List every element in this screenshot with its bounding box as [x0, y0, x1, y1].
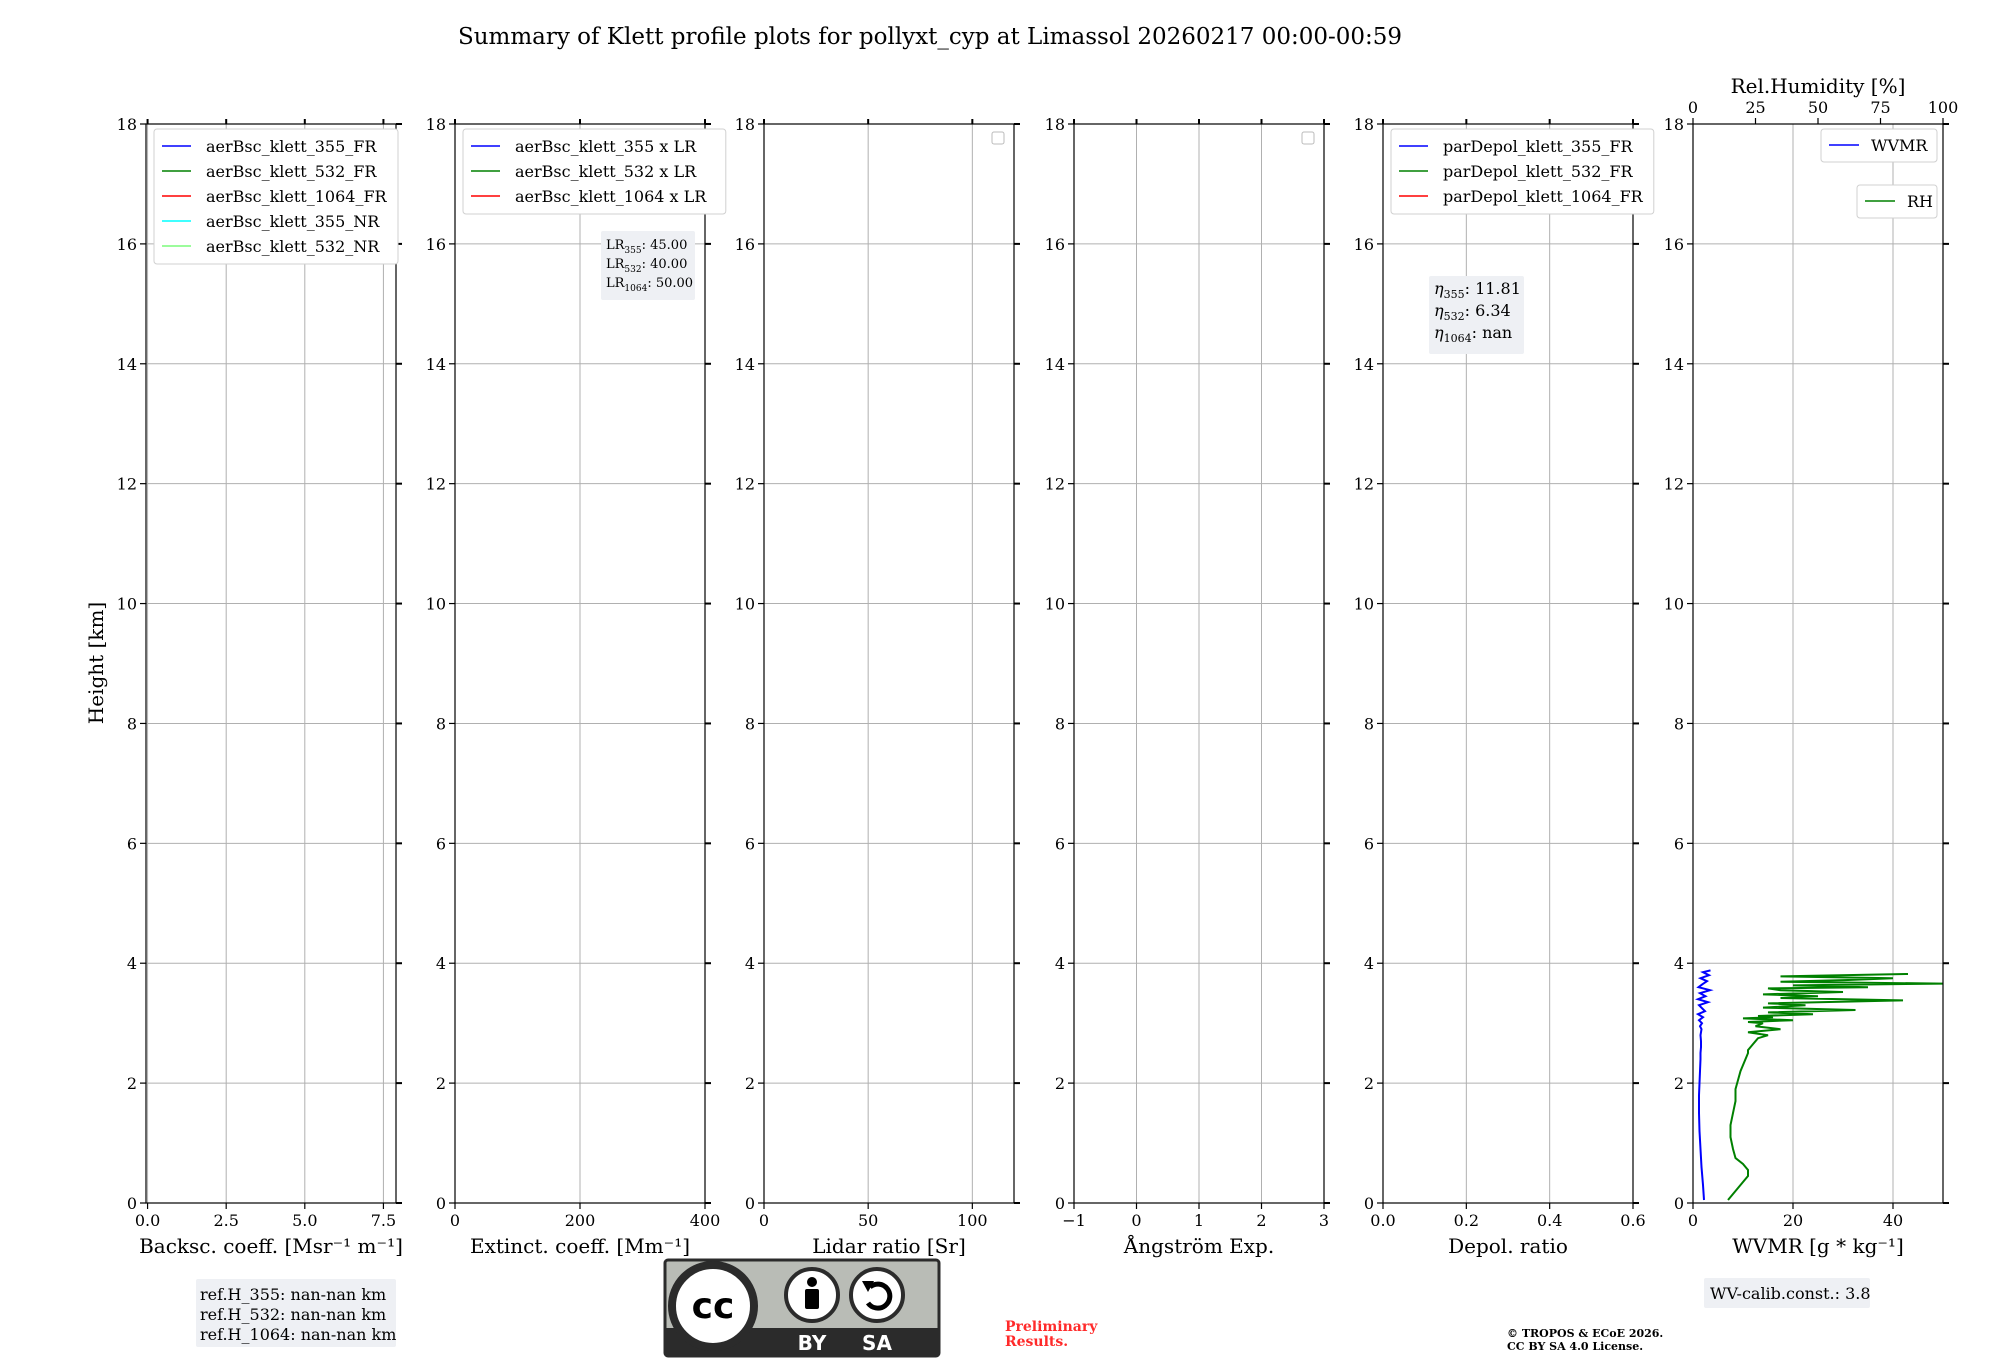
empty-legend-icon — [992, 132, 1004, 144]
legend-label: aerBsc_klett_1064_FR — [206, 187, 387, 206]
x-tick-label: 5.0 — [292, 1211, 318, 1230]
plot-frame — [146, 124, 396, 1203]
legend-label: parDepol_klett_1064_FR — [1443, 187, 1643, 206]
legend-label: aerBsc_klett_1064 x LR — [515, 187, 707, 206]
x-tick-label: 0 — [758, 1211, 770, 1230]
annotation-line: $LR_{355}$: 45.00 — [606, 238, 688, 256]
y-tick-label: 16 — [1353, 234, 1374, 254]
y-tick-label: 12 — [425, 474, 446, 494]
x-tick-label: 40 — [1882, 1211, 1904, 1230]
y-tick-label: 2 — [1363, 1074, 1374, 1094]
x-tick-label: 0 — [1687, 1211, 1699, 1230]
y-tick-label: 10 — [425, 594, 446, 614]
series-line-wvmr — [1698, 970, 1711, 1200]
plot-frame — [1693, 124, 1943, 1203]
x-tick-label: 400 — [689, 1211, 721, 1230]
by-person-body — [805, 1289, 819, 1309]
annotation-line: $\eta_{355}$: 11.81 — [1434, 279, 1521, 301]
x-tick-label: 3 — [1318, 1211, 1330, 1230]
top-x-tick-label: 0 — [1687, 98, 1699, 117]
y-tick-label: 6 — [1673, 834, 1684, 854]
x-tick-label: 0.0 — [1370, 1211, 1396, 1230]
y-tick-label: 10 — [734, 594, 755, 614]
y-tick-label: 4 — [1363, 954, 1374, 974]
y-tick-label: 6 — [126, 834, 137, 854]
x-tick-label: 7.5 — [370, 1211, 397, 1230]
y-tick-label: 6 — [1363, 834, 1374, 854]
legend-label: parDepol_klett_532_FR — [1443, 162, 1633, 181]
y-tick-label: 8 — [1673, 714, 1684, 734]
ref-height-532: ref.H_532: nan-nan km — [200, 1305, 387, 1324]
x-axis-label: Lidar ratio [Sr] — [812, 1234, 966, 1258]
x-axis-label: Depol. ratio — [1448, 1234, 1568, 1258]
wv-calib-const: WV-calib.const.: 3.8 — [1710, 1284, 1871, 1303]
y-tick-label: 10 — [1353, 594, 1374, 614]
annotation-line: $\eta_{532}$: 6.34 — [1434, 301, 1511, 323]
sa-share-icon — [851, 1269, 903, 1321]
y-tick-label: 14 — [1663, 354, 1684, 374]
top-axis-label: Rel.Humidity [%] — [1730, 74, 1906, 98]
plot-frame — [764, 124, 1014, 1203]
y-tick-label: 8 — [744, 714, 755, 734]
y-tick-label: 16 — [734, 234, 755, 254]
annotation-line: $LR_{532}$: 40.00 — [606, 257, 688, 275]
top-x-tick-label: 100 — [1927, 98, 1959, 117]
x-tick-label: −1 — [1062, 1211, 1086, 1230]
y-tick-label: 18 — [1044, 115, 1065, 134]
x-tick-label: 2.5 — [213, 1211, 239, 1230]
legend-label: aerBsc_klett_355_FR — [206, 137, 377, 156]
y-tick-label: 16 — [1663, 234, 1684, 254]
y-tick-label: 18 — [425, 115, 446, 134]
x-tick-label: 0.6 — [1620, 1211, 1646, 1230]
y-tick-label: 14 — [1353, 354, 1374, 374]
y-tick-label: 18 — [1663, 115, 1684, 134]
y-tick-label: 12 — [116, 474, 137, 494]
ref-height-box — [196, 1279, 396, 1347]
top-x-tick-label: 50 — [1807, 98, 1829, 117]
y-tick-label: 2 — [744, 1074, 755, 1094]
y-tick-label: 2 — [435, 1074, 446, 1094]
profile-panels — [117, 74, 1959, 1258]
annotation-line: $LR_{1064}$: 50.00 — [606, 276, 694, 294]
y-tick-label: 14 — [116, 354, 137, 374]
preliminary-note-line1: Preliminary — [1005, 1319, 1098, 1335]
legend-label: aerBsc_klett_532 x LR — [515, 162, 697, 181]
y-tick-label: 10 — [116, 594, 137, 614]
y-tick-label: 0 — [1054, 1194, 1065, 1213]
top-x-tick-label: 75 — [1870, 98, 1891, 117]
ref-height-1064: ref.H_1064: nan-nan km — [200, 1325, 397, 1344]
y-tick-label: 8 — [1054, 714, 1065, 734]
x-tick-label: 0 — [1131, 1211, 1142, 1230]
series-line-rh — [1728, 974, 1943, 1200]
cc-sa-label: SA — [862, 1331, 892, 1355]
y-tick-label: 18 — [116, 115, 137, 134]
x-tick-label: 1 — [1193, 1211, 1205, 1230]
x-tick-label: 0 — [449, 1211, 461, 1230]
y-tick-label: 10 — [1044, 594, 1065, 614]
x-axis-label: Backsc. coeff. [Msr⁻¹ m⁻¹] — [139, 1234, 403, 1258]
y-tick-label: 8 — [1363, 714, 1374, 734]
y-tick-label: 18 — [1353, 115, 1374, 134]
y-tick-label: 2 — [1673, 1074, 1684, 1094]
empty-legend-icon — [1302, 132, 1314, 144]
x-axis-label: Ångström Exp. — [1123, 1234, 1275, 1258]
x-axis-label: Extinct. coeff. [Mm⁻¹] — [469, 1234, 691, 1258]
figure-title: Summary of Klett profile plots for pollyxt_cyp at Limassol 20260217 00:00-00:59 — [457, 24, 1403, 50]
cc-icon: cc — [691, 1286, 735, 1327]
ref-height-355: ref.H_355: nan-nan km — [200, 1285, 387, 1304]
legend-label: RH — [1907, 192, 1933, 211]
top-x-tick-label: 25 — [1745, 98, 1766, 117]
y-tick-label: 12 — [1663, 474, 1684, 494]
legend-label: aerBsc_klett_532_NR — [206, 237, 380, 256]
panel-4 — [1045, 115, 1330, 1258]
y-tick-label: 4 — [126, 954, 137, 974]
cc-by-label: BY — [797, 1331, 827, 1355]
preliminary-note-line2: Results. — [1005, 1334, 1069, 1350]
x-axis-label: WVMR [g * kg⁻¹] — [1732, 1234, 1904, 1258]
legend-label: aerBsc_klett_532_FR — [206, 162, 377, 181]
y-tick-label: 16 — [1044, 234, 1065, 254]
y-tick-label: 4 — [1673, 954, 1684, 974]
x-tick-label: 50 — [857, 1211, 879, 1230]
y-tick-label: 2 — [126, 1074, 137, 1094]
y-tick-label: 4 — [744, 954, 755, 974]
cc-by-sa-logo — [665, 1260, 939, 1356]
y-tick-label: 0 — [1363, 1194, 1374, 1213]
panel-1 — [117, 115, 403, 1258]
y-tick-label: 16 — [116, 234, 137, 254]
panel-3 — [735, 115, 1020, 1258]
legend-label: parDepol_klett_355_FR — [1443, 137, 1633, 156]
panel-2 — [426, 115, 726, 1258]
y-tick-label: 16 — [425, 234, 446, 254]
y-axis-label: Height [km] — [84, 601, 108, 725]
legend-label: aerBsc_klett_355 x LR — [515, 137, 697, 156]
y-tick-label: 0 — [744, 1194, 755, 1213]
copyright-line1: © TROPOS & ECoE 2026. — [1507, 1327, 1664, 1340]
legend-label: aerBsc_klett_355_NR — [206, 212, 380, 231]
y-tick-label: 14 — [1044, 354, 1065, 374]
x-tick-label: 0.4 — [1536, 1211, 1563, 1230]
y-tick-label: 0 — [1673, 1194, 1684, 1213]
y-tick-label: 6 — [1054, 834, 1065, 854]
y-tick-label: 10 — [1663, 594, 1684, 614]
annotation-line: $\eta_{1064}$: nan — [1434, 323, 1513, 345]
y-tick-label: 6 — [744, 834, 755, 854]
y-tick-label: 6 — [435, 834, 446, 854]
y-tick-label: 4 — [1054, 954, 1065, 974]
wv-calib-box — [1704, 1278, 1871, 1308]
y-tick-label: 12 — [1353, 474, 1374, 494]
x-tick-label: 20 — [1782, 1211, 1804, 1230]
y-tick-label: 0 — [435, 1194, 446, 1213]
x-tick-label: 0.2 — [1453, 1211, 1480, 1230]
x-tick-label: 200 — [564, 1211, 596, 1230]
x-tick-label: 100 — [957, 1211, 988, 1230]
y-tick-label: 0 — [126, 1194, 137, 1213]
y-tick-label: 12 — [734, 474, 755, 494]
y-tick-label: 14 — [734, 354, 755, 374]
panel-6 — [1664, 74, 1959, 1258]
y-tick-label: 14 — [425, 354, 446, 374]
y-tick-label: 4 — [435, 954, 446, 974]
y-tick-label: 18 — [734, 115, 755, 134]
y-tick-label: 8 — [126, 714, 137, 734]
y-tick-label: 12 — [1044, 474, 1065, 494]
by-person-head — [807, 1277, 817, 1287]
y-tick-label: 2 — [1054, 1074, 1065, 1094]
legend-label: WVMR — [1871, 136, 1928, 155]
x-tick-label: 0.0 — [134, 1211, 161, 1230]
panel-5 — [1354, 115, 1654, 1258]
copyright-line2: CC BY SA 4.0 License. — [1507, 1340, 1644, 1353]
x-tick-label: 2 — [1256, 1211, 1267, 1230]
y-tick-label: 8 — [435, 714, 446, 734]
